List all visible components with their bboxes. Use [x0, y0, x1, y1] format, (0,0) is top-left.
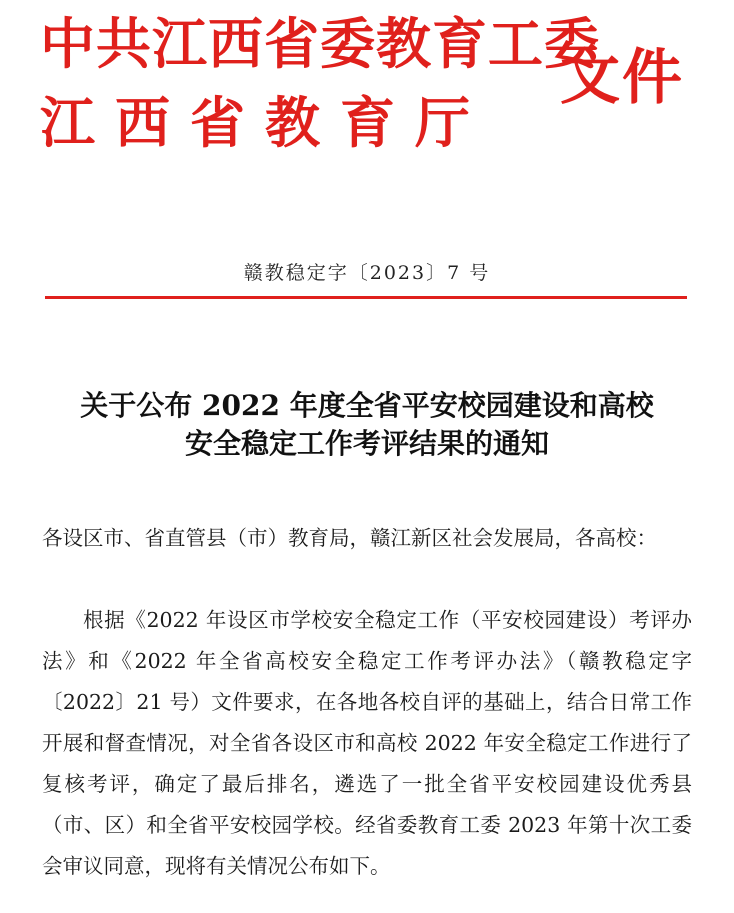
salutation: 各设区市、省直管县（市）教育局，赣江新区社会发展局，各高校： [42, 526, 657, 550]
notice-title-line-2: 安全稳定工作考评结果的通知 [184, 427, 549, 460]
body-paragraph-1: 根据《2022 年设区市学校安全稳定工作（平安校园建设）考评办法》和《2022 年全省高校安全稳定工作考评办法》（赣教稳定字〔2022〕21 号）文件要求，在各地各校自评的基础上，结合日常工作开展和督查情况，对全省各设区市和高校 2022 年安全稳定工作进行了复核考评，确定了最后排名，遴选了一批全省平安校园建设优秀县（市、区）和全省平安校园学校。经省委教育工委 2023 年第十次工委会审议同意，现将有关情况公布如下。 [42, 608, 692, 878]
issuing-org-line-2: 江西省教育厅 [40, 90, 491, 155]
notice-title-line-1: 关于公布 2022 年度全省平安校园建设和高校 [80, 389, 654, 422]
red-separator-rule [45, 296, 687, 299]
document-label: 文件 [560, 43, 684, 113]
issuing-org-line-1: 中共江西省委教育工委 [40, 11, 601, 76]
document-number: 赣教稳定字〔2023〕7 号 [243, 262, 491, 284]
